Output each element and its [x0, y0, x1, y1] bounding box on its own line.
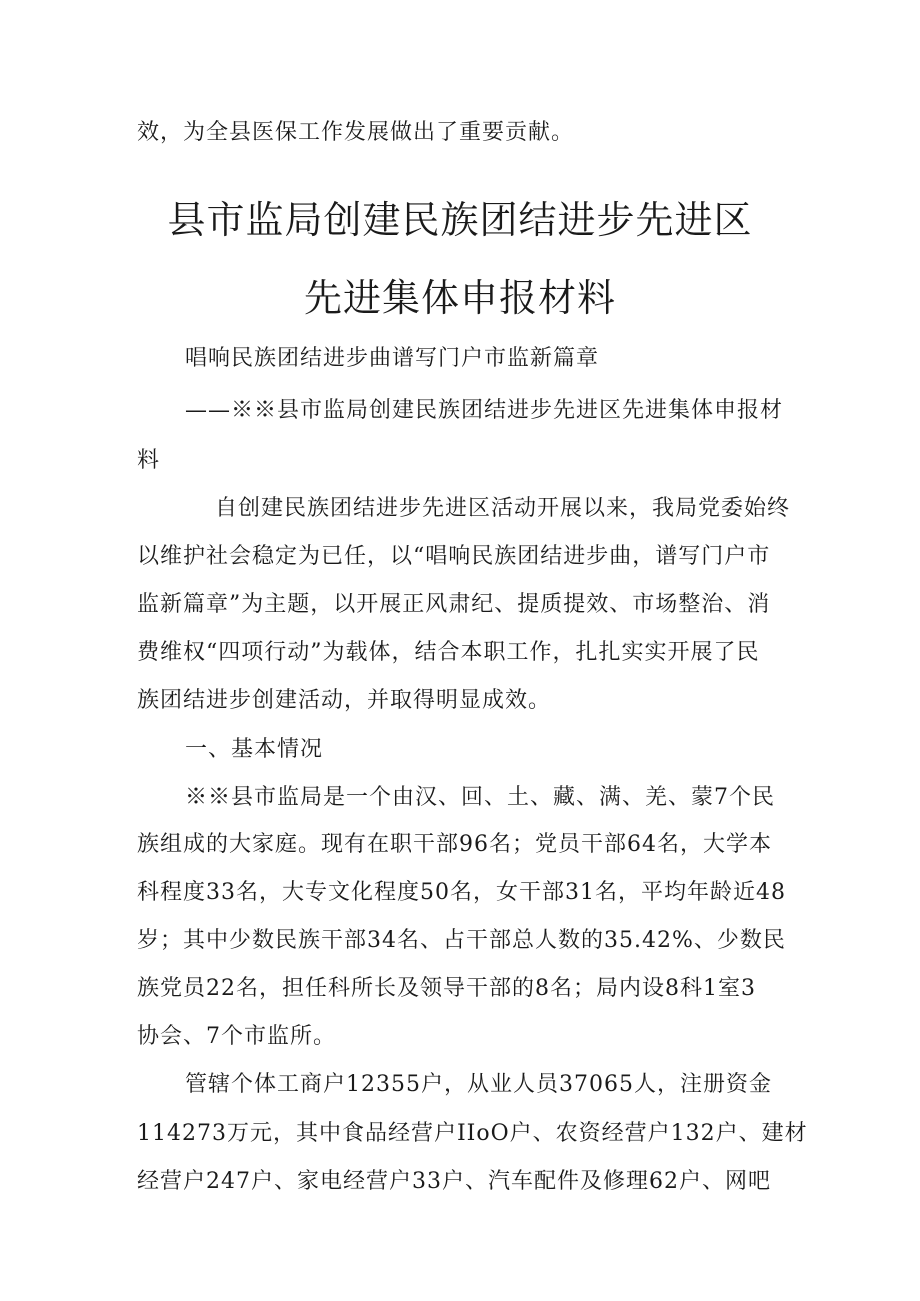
para1-line-4: 费维权“四项行动”为载体，结合本职工作，扎扎实实开展了民	[137, 640, 760, 665]
dash-line-2: 料	[137, 448, 161, 473]
para2-line-6: 协会、7个市监所。	[137, 1024, 336, 1049]
para2-line-4: 岁；其中少数民族干部34名、占干部总人数的35.42%、少数民	[137, 928, 786, 953]
para3-line-3: 经营户247户、家电经营户33户、汽车配件及修理62户、网吧	[137, 1169, 771, 1194]
para2-line-2: 族组成的大家庭。现有在职干部96名；党员干部64名，大学本	[137, 832, 772, 857]
intro-tail-line: 效，为全县医保工作发展做出了重要贡献。	[137, 120, 575, 145]
section1-heading: 一、基本情况	[185, 737, 324, 762]
title-line-2: 先进集体申报材料	[303, 276, 616, 320]
title-line-1: 县市监局创建民族团结进步先进区	[167, 198, 753, 242]
para2-line-5: 族党员22名，担任科所长及领导干部的8名；局内设8科1室3	[137, 976, 756, 1001]
para3-line-2: 114273万元，其中食品经营户IIoO户、农资经营户132户、建材	[137, 1121, 808, 1146]
dash-line-1: ——※※县市监局创建民族团结进步先进区先进集体申报材	[185, 398, 784, 423]
para2-line-3: 科程度33名，大专文化程度50名，女干部31名，平均年龄近48	[137, 880, 786, 905]
para1-line-1: 自创建民族团结进步先进区活动开展以来，我局党委始终	[215, 496, 791, 521]
para1-line-2: 以维护社会稳定为已任，以“唱响民族团结进步曲，谱写门户市	[137, 544, 771, 569]
para3-line-1: 管辖个体工商户12355户，从业人员37065人，注册资金	[185, 1072, 772, 1097]
para2-line-1: ※※县市监局是一个由汉、回、土、藏、满、羌、蒙7个民	[185, 785, 775, 810]
para1-line-3: 监新篇章”为主题，以开展正风肃纪、提质提效、市场整治、消	[137, 592, 771, 617]
subtitle: 唱响民族团结进步曲谱写门户市监新篇章	[185, 346, 600, 371]
para1-line-5: 族团结进步创建活动，并取得明显成效。	[137, 688, 552, 713]
